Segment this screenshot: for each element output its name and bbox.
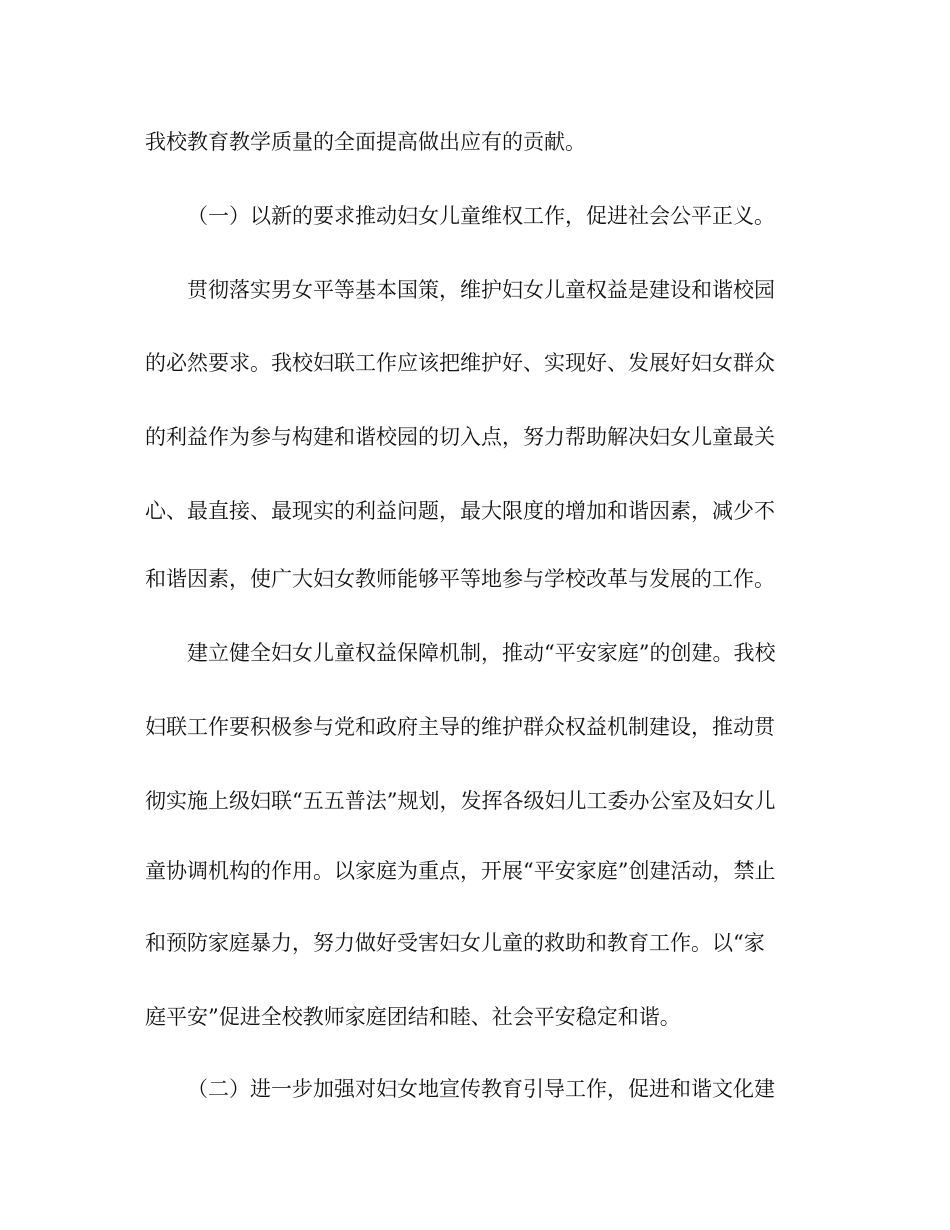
paragraph-line: 妇联工作要积极参与党和政府主导的维护群众权益机制建设，推动贯 xyxy=(145,715,775,739)
paragraph-line: 心、最直接、最现实的利益问题，最大限度的增加和谐因素，减少不 xyxy=(145,499,775,523)
paragraph-line: 和谐因素，使广大妇女教师能够平等地参与学校改革与发展的工作。 xyxy=(145,567,775,591)
paragraph-line: 我校教育教学质量的全面提高做出应有的贡献。 xyxy=(145,130,586,154)
paragraph-line: 童协调机构的作用。以家庭为重点，开展“平安家庭”创建活动，禁止 xyxy=(145,859,776,883)
paragraph-line: 贯彻落实男女平等基本国策，维护妇女儿童权益是建设和谐校园 xyxy=(187,278,775,302)
paragraph-line: 的必然要求。我校妇联工作应该把维护好、实现好、发展好妇女群众 xyxy=(145,351,775,375)
paragraph-line: 彻实施上级妇联“五五普法”规划，发挥各级妇儿工委办公室及妇女儿 xyxy=(145,789,776,813)
paragraph-line: 的利益作为参与构建和谐校园的切入点，努力帮助解决妇女儿童最关 xyxy=(145,425,775,449)
paragraph-line: 建立健全妇女儿童权益保障机制，推动“平安家庭”的创建。我校 xyxy=(187,641,776,665)
section-heading-1: （一）以新的要求推动妇女儿童维权工作，促进社会公平正义。 xyxy=(187,204,775,228)
paragraph-line: 庭平安”促进全校教师家庭团结和睦、社会平安稳定和谐。 xyxy=(145,1005,681,1029)
paragraph-line: 和预防家庭暴力，努力做好受害妇女儿童的救助和教育工作。以“家 xyxy=(145,931,765,955)
section-heading-2: （二）进一步加强对妇女地宣传教育引导工作，促进和谐文化建 xyxy=(187,1077,775,1101)
